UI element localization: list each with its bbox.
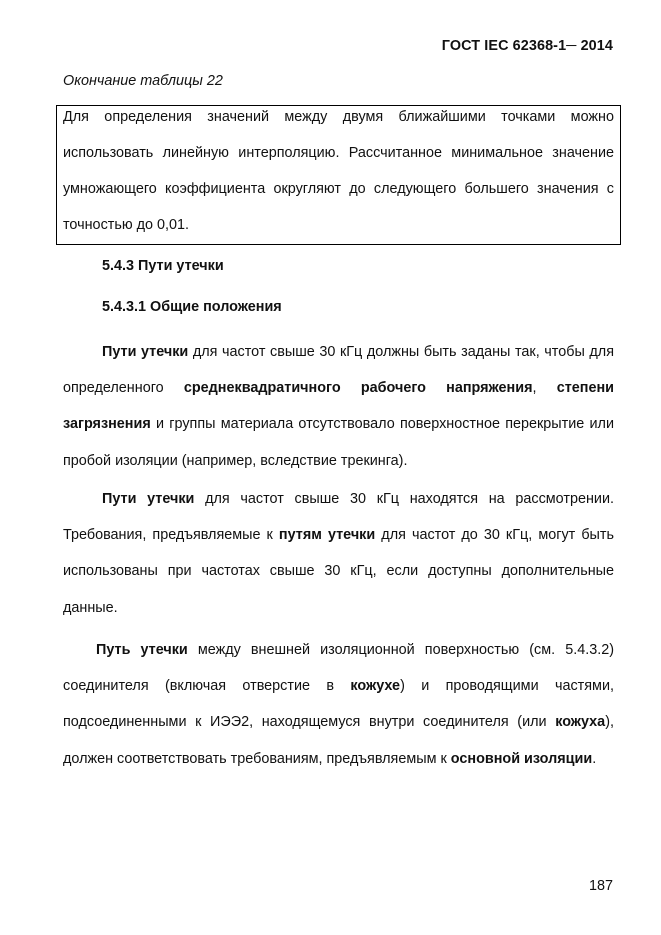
table-note-box (56, 105, 621, 245)
page-number: 187 (588, 878, 613, 894)
paragraph-creepage-requirements (63, 334, 614, 479)
section-heading-5-4-3: 5.4.3 Пути утечки (102, 258, 224, 274)
paragraph-connector-creepage (63, 632, 614, 777)
section-heading-5-4-3-1: 5.4.3.1 Общие положения (102, 299, 282, 315)
paragraph-text: ) и проводящими частями, подсоединенными к ИЭЭ2, находящемуся внутри соединителя (или (63, 678, 614, 731)
term-creepage-distance: Путь утечки (96, 642, 188, 658)
term-basic-insulation: основной изоляции (450, 750, 593, 767)
paragraph-text: ), должен соответствовать требованиям, предъявляемым к (63, 714, 614, 767)
paragraph-text: между внешней изоляционной поверхностью (см. 5.4.3.2) соединителя (включая отверстие в (63, 642, 614, 695)
term-creepage-distances: Пути утечки (102, 344, 189, 360)
term-enclosure: кожуха (555, 714, 606, 731)
document-header: ГОСТ IEC 62368-1─ 2014 (441, 38, 613, 54)
table-caption: Окончание таблицы 22 (63, 73, 223, 89)
paragraph-text: . (592, 750, 597, 767)
term-rms-working-voltage: среднеквадратичного рабочего напряжения (183, 380, 533, 397)
paragraph-text: для частот свыше 30 кГц должны быть заданы так, чтобы для определенного (63, 344, 614, 397)
paragraph-creepage-high-frequency (63, 481, 614, 626)
term-creepage-distances: Пути утечки (102, 491, 195, 507)
table-note-text: Для определения значений между двумя ближайшими точками можно использовать линейную интерполяцию. Рассчитанное минимальное значение умножающего коэффициента округляют до следующего большего значения с точностью до 0,01. (63, 109, 614, 233)
term-creepage-distances: путям утечки (278, 527, 376, 544)
term-enclosure: кожухе (350, 678, 401, 695)
paragraph-text: для частот до 30 кГц, могут быть использованы при частотах свыше 30 кГц, если доступны дополнительные данные. (63, 527, 614, 616)
term-pollution-degree: степени загрязнения (63, 380, 615, 433)
paragraph-text: для частот свыше 30 кГц находятся на рассмотрении. Требования, предъявляемые к (63, 491, 614, 544)
paragraph-text: и группы материала отсутствовало поверхностное перекрытие или пробой изоляции (например, вследствие трекинга). (63, 416, 614, 469)
paragraph-text: , (532, 380, 557, 397)
